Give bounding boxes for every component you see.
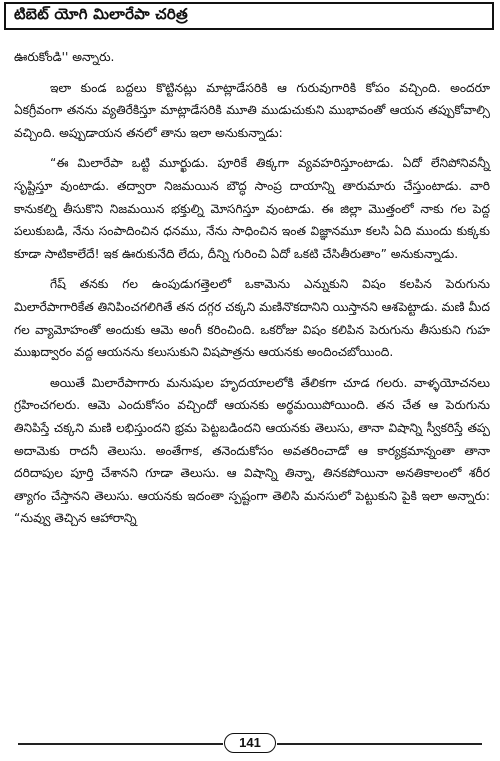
paragraph-3-quote: “ఈ మిలారేపా ఒట్టి మూర్ఖుడు. పూరికే తిక్కగా వ్యవహరిస్తూంటాడు. ఏదో లేనిపోనివన్నీ సృష్టిస్తూ వుంటాడు. తద్వారా నిజమయిన బౌద్ధ సాంప్ర దాయాన్ని తారుమారు చేస్తుంటాడు. వారి కానుకల్ని తీసుకొని నిజమయిన భక్తుల్ని మోసగిస్తూ వుంటాడు. ఈ జిల్లా మొత్తంలో నాకు గల పెద్ద పలుకుబడి, నేను సంపాదించిన ధనము, నేను సాధించిన ఇంత విజ్ఞానమూ కలసి ఏది ముందు కుక్కకు కూడా సాటికాలేదే! ఇక ఊరుకునేది లేదు, దీన్ని గురించి ఏదో ఒకటి చేసితీరుతాం” అనుకున్నాడు.: [14, 156, 490, 261]
paragraph-4: గేష్ తనకు గల ఉంపుడుగత్తెలలో ఒకామెను ఎన్నుకుని విషం కలపిన పెరుగును మిలారేపాగారికేత తినిపించగలిగితే తన దగ్గర చక్కని మణినొకదానిని యిస్తానని ఆశపెట్టాడు. మణి మీద గల వ్యామోహంతో అందుకు ఆమె అంగీ కరించింది. ఒకరోజు విషం కలిపిన పెరుగును తీసుకుని గుహ ముఖద్వారం వద్ద ఆయనను కలుసుకుని విషపాత్రను ఆయనకు అందించబోయింది.: [14, 277, 490, 360]
paragraph-5: అయితే మిలారేపాగారు మనుషుల హృదయాలలోకి తేలికగా చూడ గలరు. వాళ్ళయోచనలు గ్రహించగలరు. ఆమె ఎందుకోసం వచ్చిందో ఆయనకు అర్థమయిపోయింది. తన చేత ఆ పెరుగును తినిపిస్తే చక్కని మణి లభిస్తుందని భ్రమ పెట్టబడిందని ఆయనకు తెలుసు, తానా విషాన్ని స్వీకరిస్తే తప్ప అదామెకు రాదనీ తెలుసు. అంతేగాక, తనెందుకోసం అవతరించాడో ఆ కార్యక్రమాన్నంతా తానా దరిదాపుల పూర్తి చేశానని గూడా తెలుసు. ఆ విషాన్ని తిన్నా, తినకపోయినా అనతికాలంలో శరీర త్యాగం చేస్తానని తెలుసు. ఆయనకు ఇదంతా స్పష్టంగా తెలిసి మనసులో పెట్టుకుని పైకి ఇలా అన్నారు: “నువ్వు తెచ్చిన ఆహారాన్ని: [14, 375, 490, 526]
footer-rule-right: [277, 743, 482, 745]
body-text: [14, 46, 490, 530]
page-footer: [0, 733, 500, 755]
paragraph-2: ఇలా కుండ బద్దలు కొట్టినట్లు మాట్లాడేసరికి ఆ గురువుగారికి కోపం వచ్చింది. అందరూ ఏకగ్రీవంగా తనను వ్యతిరేకిస్తూ మాట్లాడేసరికి మూతి ముడుచుకుని ముభావంతో ఆయన తప్పుకోవాల్సి వచ్చింది. అప్పుడాయన తనలో తాను ఇలా అనుకున్నాడు:: [14, 80, 490, 140]
book-title: టిబెట్ యోగి మిలారేపా చరిత్ర: [14, 5, 188, 23]
footer-rule-left: [18, 743, 223, 745]
running-header: [4, 2, 494, 30]
paragraph-1: ఊరుకోండి'' అన్నారు.: [14, 50, 115, 64]
page-number: 141: [224, 733, 276, 753]
